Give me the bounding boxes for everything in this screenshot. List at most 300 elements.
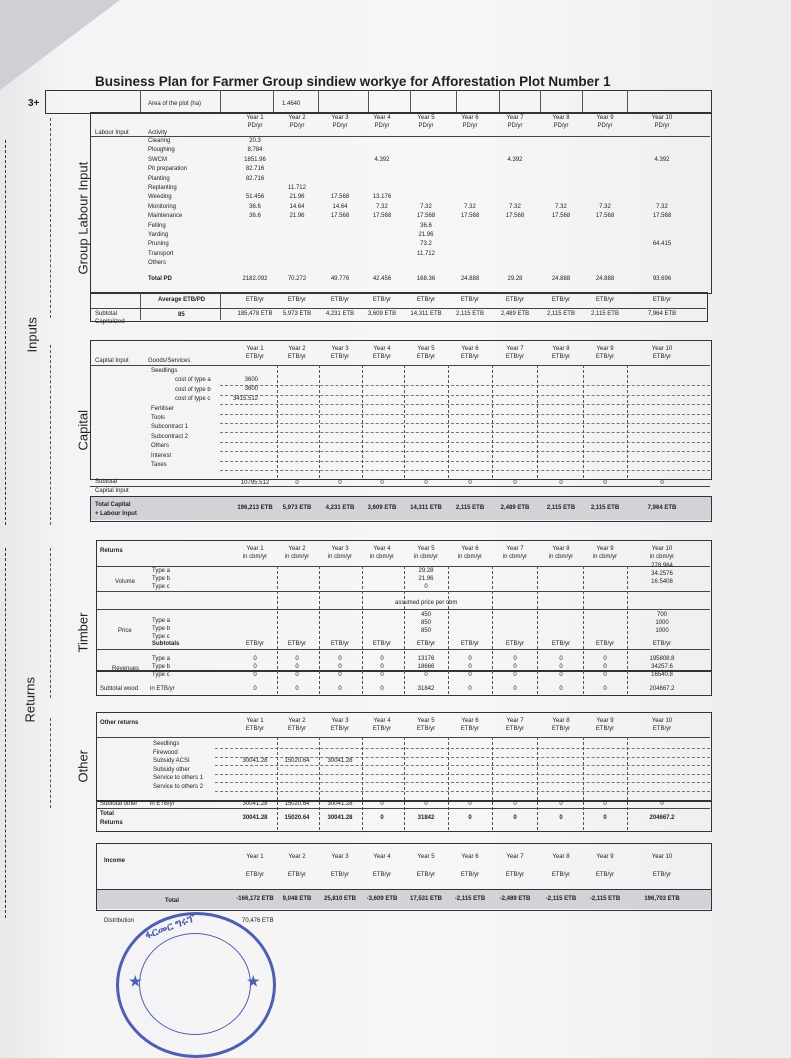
header-col-line [410, 90, 411, 112]
other-item-label: Firewood [153, 749, 178, 756]
revenue-y10-cell: 195808.8 [649, 656, 675, 662]
volume-y5-cell: 0 [424, 584, 428, 590]
activity-label: Transport [148, 250, 174, 257]
price-y5-cell: 450 [420, 612, 431, 618]
revenue-zero-cell: 0 [603, 664, 607, 670]
price-type-label: Type c [152, 634, 170, 640]
capital-subtotal-cell: 0 [660, 480, 664, 486]
revenue-zero-cell: 0 [468, 672, 472, 678]
other-unit-10: ETB/yr [652, 726, 672, 732]
timber-unit-etb: ETB/yr [460, 641, 480, 647]
labour-year-10: Year 10 [651, 115, 673, 121]
timber-col-dash [404, 566, 405, 694]
capital-unit-4: ETB/yr [372, 354, 392, 360]
labour-subtotal-cell: 14,311 ETB [410, 311, 442, 317]
header-col-line [540, 90, 541, 112]
labour-unit-4: PD/yr [374, 123, 390, 129]
timber-col-dash [362, 566, 363, 694]
capital-year-7: Year 7 [506, 346, 524, 352]
income-total-cell: 17,531 ETB [409, 896, 443, 902]
labour-cell: 17.568 [416, 213, 436, 220]
revenue-zero-cell: 0 [295, 664, 299, 670]
labour-subtotal-cell: 2,115 ETB [456, 311, 484, 317]
returns-bracket [5, 548, 6, 918]
labour-cell: 8.784 [247, 147, 263, 154]
subtotal-other-cell: 0 [603, 801, 607, 807]
labour-cell: 64.415 [652, 241, 672, 248]
header-col-line [368, 90, 369, 112]
subsidy-acsi-cell: 30041.28 [327, 758, 353, 764]
labour-year-4: Year 4 [373, 115, 391, 121]
capital-subtotal-cell: 0 [603, 480, 607, 486]
total-returns-label: Total [100, 811, 114, 817]
capital-total-cell: 196,213 ETB [237, 505, 273, 511]
labour-unit-7: PD/yr [507, 123, 523, 129]
other-unit-2: ETB/yr [287, 726, 307, 732]
header-col-line [318, 90, 319, 112]
activity-label: SWCM [148, 156, 167, 163]
revenue-y5-cell: 13176 [417, 656, 435, 662]
capital-item-label: Interest [151, 452, 172, 459]
labour-year-7: Year 7 [506, 115, 524, 121]
timber-year-5: Year 5 [417, 546, 435, 552]
revenue-zero-cell: 0 [295, 672, 299, 678]
revenue-zero-cell: 0 [380, 664, 384, 670]
capital-subtotal-label: Subtotal [95, 479, 118, 485]
activity-label: Ploughing [148, 147, 175, 154]
capital-item-label: cost of type a [175, 377, 211, 384]
other-item-label: Service to others 1 [153, 775, 204, 781]
total-returns-cell: 0 [513, 815, 517, 821]
labour-cell: 17.568 [372, 213, 392, 220]
stamp-star-icon: ★ [247, 973, 260, 989]
capital-unit-9: ETB/yr [595, 354, 615, 360]
total-returns-cell: 0 [559, 815, 563, 821]
subtotal-wood-cell: 0 [603, 686, 607, 692]
labour-capitalized-label: Capitalized [95, 319, 125, 325]
subtotal-other-unit: in ETB/yr [150, 801, 175, 807]
timber-year-9: Year 9 [596, 546, 614, 552]
header-col-line [582, 90, 583, 112]
labour-cell: 14.64 [332, 203, 348, 210]
timber-unit-2: in cbm/yr [284, 554, 310, 560]
capital-total-cell: 3,609 ETB [367, 505, 397, 511]
other-dashed-row [215, 748, 710, 749]
revenue-zero-cell: 0 [559, 672, 563, 678]
capital-unit-2: ETB/yr [287, 354, 307, 360]
capital-col-dash [362, 365, 363, 478]
labour-cell: 17.568 [652, 213, 672, 220]
revenue-zero-cell: 0 [253, 672, 257, 678]
labour-year-2: Year 2 [288, 115, 306, 121]
volume-type-label: Type c [152, 584, 170, 590]
capital-col-dash [492, 365, 493, 478]
other-year-9: Year 9 [596, 718, 614, 724]
subtotal-wood-cell: 0 [295, 686, 299, 692]
other-dashed-row [215, 782, 710, 783]
revenue-zero-cell: 0 [603, 672, 607, 678]
income-year-10: Year 10 [651, 854, 673, 860]
other-unit-5: ETB/yr [416, 726, 436, 732]
other-year-7: Year 7 [506, 718, 524, 724]
labour-subtotal-cell: 3,609 ETB [367, 311, 397, 317]
distribution-value: 70,476 ETB [242, 918, 274, 924]
other-item-label: Service to others 2 [153, 783, 204, 790]
subtotal-other-cell: 30041.28 [242, 801, 268, 807]
labour-year-8: Year 8 [552, 115, 570, 121]
subtotal-wood-cell: 0 [380, 686, 384, 692]
capital-col-dash [277, 365, 278, 478]
income-unit-9: ETB/yr [595, 872, 615, 878]
seedling-cost-value: 3600 [244, 386, 258, 393]
capital-year-10: Year 10 [651, 346, 673, 352]
capital-subtotal-cell: 0 [513, 480, 517, 486]
price-y5-cell: 850 [420, 620, 431, 626]
capital-subtotal-cell: 0 [559, 480, 563, 486]
capital-item-label: Fertiliser [151, 405, 175, 412]
labour-cell: 11.712 [417, 250, 435, 257]
labour-cell: 20.3 [249, 138, 261, 144]
inputs-bracket [5, 140, 6, 525]
capital-col-dash [448, 365, 449, 478]
income-year-9: Year 9 [596, 854, 614, 860]
capital-item-label: Taxes [151, 462, 167, 468]
income-total-cell: 9,048 ETB [282, 896, 312, 902]
capital-total-cell: 2,489 ETB [500, 505, 530, 511]
capital-year-1: Year 1 [246, 346, 264, 352]
revenue-y5-cell: 18666 [417, 664, 435, 670]
total-returns-cell: 0 [468, 815, 472, 821]
capital-col-dash [583, 365, 584, 478]
timber-year-7: Year 7 [506, 546, 524, 552]
revenue-y10-cell: 34257.6 [651, 664, 673, 670]
labour-unit-etb: ETB/yr [595, 297, 615, 303]
labour-subtotal-label: Subtotal [95, 311, 118, 317]
other-item-label: Subsidy other [153, 766, 190, 773]
total-returns-cell: 15020.64 [284, 815, 310, 821]
labour-cell: 7.32 [656, 203, 668, 210]
timber-unit-etb: ETB/yr [330, 641, 350, 647]
subtotal-wood-label: Subtotal wood [100, 686, 139, 692]
labour-bracket [50, 118, 51, 318]
subtotal-other-cell: 30041.28 [327, 801, 353, 807]
revenue-type-label: Type b [152, 664, 171, 670]
price-type-label: Type a [152, 618, 171, 624]
capital-dashed-row [220, 423, 710, 424]
other-year-5: Year 5 [417, 718, 435, 724]
timber-col-dash [319, 566, 320, 694]
capital-item-label: Subcontract 2 [151, 433, 189, 440]
timber-unit-10: in cbm/yr [649, 554, 675, 560]
labour-year-3: Year 3 [331, 115, 349, 121]
revenue-zero-cell: 0 [253, 656, 257, 662]
price-type-label: Type b [152, 626, 171, 632]
timber-unit-4: in cbm/yr [369, 554, 395, 560]
capital-total-label: Total Capital [95, 502, 131, 508]
labour-subtotal-cell: 2,115 ETB [591, 311, 619, 317]
capital-item-label: cost of type b [175, 386, 211, 393]
price-note: assumed price per cbm [395, 600, 458, 606]
labour-head-left: Labour Input [95, 130, 129, 136]
volume-y10-cell: 34.2576 [651, 571, 673, 577]
capital-dashed-row [220, 451, 710, 452]
capital-col-dash [537, 365, 538, 478]
labour-unit-3: PD/yr [332, 123, 348, 129]
page-title: Business Plan for Farmer Group sindiew workye for Afforestation Plot Number 1 [95, 74, 611, 89]
labour-unit-etb: ETB/yr [416, 297, 436, 303]
subtotal-other-cell: 0 [660, 801, 664, 807]
capital-year-2: Year 2 [288, 346, 306, 352]
revenue-zero-cell: 0 [338, 672, 342, 678]
other-col-dash [537, 737, 538, 830]
other-year-8: Year 8 [552, 718, 570, 724]
other-year-2: Year 2 [288, 718, 306, 724]
other-unit-9: ETB/yr [595, 726, 615, 732]
labour-cell: 1851.96 [244, 156, 266, 163]
total-returns-cell: 0 [380, 815, 384, 821]
income-unit-3: ETB/yr [330, 872, 350, 878]
labour-unit-etb: ETB/yr [372, 297, 392, 303]
labour-cell: 17.568 [330, 194, 350, 201]
labour-cell: 11.712 [288, 185, 306, 191]
other-dashed-row [215, 774, 710, 775]
header-col-line [499, 90, 500, 112]
header-col-line [456, 90, 457, 112]
official-stamp [116, 912, 276, 1058]
timber-unit-8: in cbm/yr [548, 554, 574, 560]
labour-cell: 14.64 [289, 203, 305, 210]
capital-total-cell: 14,311 ETB [410, 505, 442, 511]
total-returns-cell: 204667.2 [649, 815, 675, 821]
revenue-zero-cell: 0 [513, 672, 517, 678]
price-y10-cell: 1000 [655, 620, 669, 626]
timber-year-3: Year 3 [331, 546, 349, 552]
other-subtotal-line [96, 808, 710, 809]
labour-year-5: Year 5 [417, 115, 435, 121]
capital-year-6: Year 6 [461, 346, 479, 352]
timber-price-line [96, 609, 710, 610]
timber-subtotals-line [96, 649, 710, 650]
subsidy-acsi-cell: 15020.64 [284, 758, 310, 764]
income-label: Income [104, 858, 126, 864]
volume-y5-cell: 21.96 [418, 576, 434, 582]
labour-cell: 7.32 [376, 203, 388, 210]
labour-avg-value: 85 [178, 312, 185, 318]
subsidy-acsi-cell: 30041.28 [242, 758, 268, 764]
revenue-zero-cell: 0 [380, 672, 384, 678]
revenue-zero-cell: 0 [559, 656, 563, 662]
capital-dashed-row [220, 470, 710, 471]
subtotal-wood-cell: 0 [338, 686, 342, 692]
subtotal-wood-cell: 0 [559, 686, 563, 692]
activity-label: Monitoring [148, 203, 177, 210]
plot-area-label: Area of the plot (ha) [148, 101, 202, 107]
labour-year-9: Year 9 [596, 115, 614, 121]
timber-col-dash [627, 566, 628, 694]
revenue-zero-cell: 0 [338, 656, 342, 662]
labour-cell: 51.456 [245, 194, 265, 201]
labour-unit-1: PD/yr [247, 123, 263, 129]
header-col-line [140, 90, 141, 112]
labour-subtotal-divider [90, 308, 706, 309]
labour-unit-2: PD/yr [289, 123, 305, 129]
labour-unit-etb: ETB/yr [330, 297, 350, 303]
capital-subtotal-cell: 0 [338, 480, 342, 486]
timber-col-dash [583, 566, 584, 694]
section-timber: Timber [75, 612, 91, 653]
income-total-label: Total [165, 898, 179, 904]
capital-item-label: Tools [151, 415, 166, 421]
activity-label: Weeding [148, 194, 172, 201]
stamp-star-icon: ★ [129, 973, 142, 989]
timber-year-6: Year 6 [461, 546, 479, 552]
capital-dashed-row [220, 404, 710, 405]
labour-avg-label: Average ETB/PD [158, 297, 206, 303]
capital-year-9: Year 9 [596, 346, 614, 352]
capital-year-3: Year 3 [331, 346, 349, 352]
other-unit-8: ETB/yr [551, 726, 571, 732]
other-head: Other returns [100, 720, 139, 726]
timber-unit-etb: ETB/yr [245, 641, 265, 647]
other-year-1: Year 1 [246, 718, 264, 724]
section-returns: Returns [22, 676, 38, 723]
revenue-zero-cell: 0 [559, 664, 563, 670]
volume-y10-cell: 16.5408 [651, 579, 673, 585]
capital-dashed-row [220, 461, 710, 462]
labour-cell: 4.392 [654, 156, 670, 163]
revenue-zero-cell: 0 [513, 656, 517, 662]
labour-cell: 21.96 [418, 232, 434, 238]
income-total-cell: 196,703 ETB [644, 896, 680, 902]
capital-head-goods: Goods/Services [148, 358, 191, 364]
other-year-4: Year 4 [373, 718, 391, 724]
labour-subtotal-cell: 2,115 ETB [547, 311, 575, 317]
capital-total-cell: 5,973 ETB [282, 505, 312, 511]
capital-subtotal-cell: 0 [468, 480, 472, 486]
capital-year-4: Year 4 [373, 346, 391, 352]
labour-cell: 17.568 [551, 213, 571, 220]
labour-cell: 4.392 [374, 156, 390, 163]
labour-subtotal-cell: 5,973 ETB [282, 311, 312, 317]
timber-year-1: Year 1 [246, 546, 264, 552]
labour-cell: 7.32 [509, 203, 521, 210]
labour-header-line [90, 136, 710, 137]
section-other: Other [75, 749, 91, 783]
other-unit-3: ETB/yr [330, 726, 350, 732]
labour-unit-etb: ETB/yr [287, 297, 307, 303]
other-year-3: Year 3 [331, 718, 349, 724]
capital-year-5: Year 5 [417, 346, 435, 352]
activity-label: Planting [148, 175, 170, 182]
labour-total-cell: 24.888 [460, 276, 480, 282]
income-total-cell: -2,115 ETB [589, 896, 621, 902]
labour-cell: 73.2 [420, 241, 432, 248]
capital-unit-3: ETB/yr [330, 354, 350, 360]
other-dashed-row [215, 765, 710, 766]
activity-label: Others [148, 260, 167, 267]
income-year-3: Year 3 [331, 854, 349, 860]
capital-unit-6: ETB/yr [460, 354, 480, 360]
seedling-cost-value: 3600 [244, 377, 258, 383]
capital-dashed-row [220, 442, 710, 443]
labour-year-6: Year 6 [461, 115, 479, 121]
capital-total-cell: 7,964 ETB [647, 505, 677, 511]
stamp-inner-ring [139, 933, 251, 1035]
seedling-cost-value: 3415.512 [232, 395, 258, 402]
subtotals-label: Subtotals [152, 641, 180, 647]
revenue-zero-cell: 0 [603, 656, 607, 662]
labour-total-cell: 93.696 [652, 276, 672, 282]
plot-header-bar [45, 90, 712, 114]
income-unit-7: ETB/yr [505, 872, 525, 878]
subtotal-other-cell: 15020.64 [284, 801, 310, 807]
labour-subtotal-col [220, 292, 221, 320]
labour-cell: 21.96 [289, 194, 305, 201]
capital-col-dash [404, 365, 405, 478]
labour-cell: 17.568 [330, 213, 350, 220]
labour-subtotal-cell: 2,489 ETB [500, 311, 530, 317]
timber-unit-etb: ETB/yr [416, 641, 436, 647]
labour-unit-5: PD/yr [418, 123, 434, 129]
income-total-cell: -3,609 ETB [366, 896, 398, 902]
stamp-text: ፋርመር ግሩፕ [143, 912, 197, 942]
income-unit-5: ETB/yr [416, 872, 436, 878]
total-returns-label2: Returns [100, 820, 123, 826]
revenues-label: Revenues [112, 666, 140, 672]
timber-unit-etb: ETB/yr [551, 641, 571, 647]
other-unit-7: ETB/yr [505, 726, 525, 732]
capital-head-left: Capital Input [95, 358, 129, 364]
capital-unit-5: ETB/yr [416, 354, 436, 360]
activity-label: Yarding [148, 232, 169, 238]
labour-cell: 4.392 [507, 156, 523, 163]
labour-total-cell: 42.456 [372, 276, 392, 282]
capital-bracket [50, 345, 51, 525]
labour-total-cell: 49.776 [330, 276, 350, 282]
timber-header-line [96, 566, 710, 567]
income-unit-8: ETB/yr [551, 872, 571, 878]
timber-volume-line [96, 591, 710, 592]
other-unit-1: ETB/yr [245, 726, 265, 732]
subtotal-other-cell: 0 [424, 801, 428, 807]
subtotal-wood-cell: 0 [253, 686, 257, 692]
capital-total-label2: + Labour Input [95, 511, 137, 517]
subtotal-wood-cell: 204667.2 [649, 686, 675, 692]
price-y10-cell: 700 [656, 612, 667, 618]
labour-unit-10: PD/yr [654, 123, 670, 129]
revenue-y10-cell: 16540.8 [651, 672, 673, 678]
timber-unit-3: in cbm/yr [327, 554, 353, 560]
capital-subtotal-cell: 10795.512 [240, 480, 270, 486]
other-item-label: Subsidy ACSI [153, 758, 190, 764]
revenue-zero-cell: 0 [295, 656, 299, 662]
price-y5-cell: 850 [420, 628, 431, 634]
income-unit-10: ETB/yr [652, 872, 672, 878]
capital-subtotal-cell: 0 [295, 480, 299, 486]
plot-area-value: 1.4640 [282, 101, 301, 107]
labour-cell: 36.6 [249, 213, 261, 220]
capital-unit-10: ETB/yr [652, 354, 672, 360]
labour-total-cell: 168.36 [416, 276, 436, 282]
labour-unit-etb: ETB/yr [551, 297, 571, 303]
labour-unit-etb: ETB/yr [460, 297, 480, 303]
volume-y5-cell: 29.28 [418, 568, 434, 574]
timber-year-4: Year 4 [373, 546, 391, 552]
revenue-type-label: Type a [152, 656, 171, 662]
activity-label: Pruning [148, 241, 169, 248]
activity-label: Pit preparation [148, 166, 188, 173]
total-returns-cell: 30041.28 [327, 815, 353, 821]
